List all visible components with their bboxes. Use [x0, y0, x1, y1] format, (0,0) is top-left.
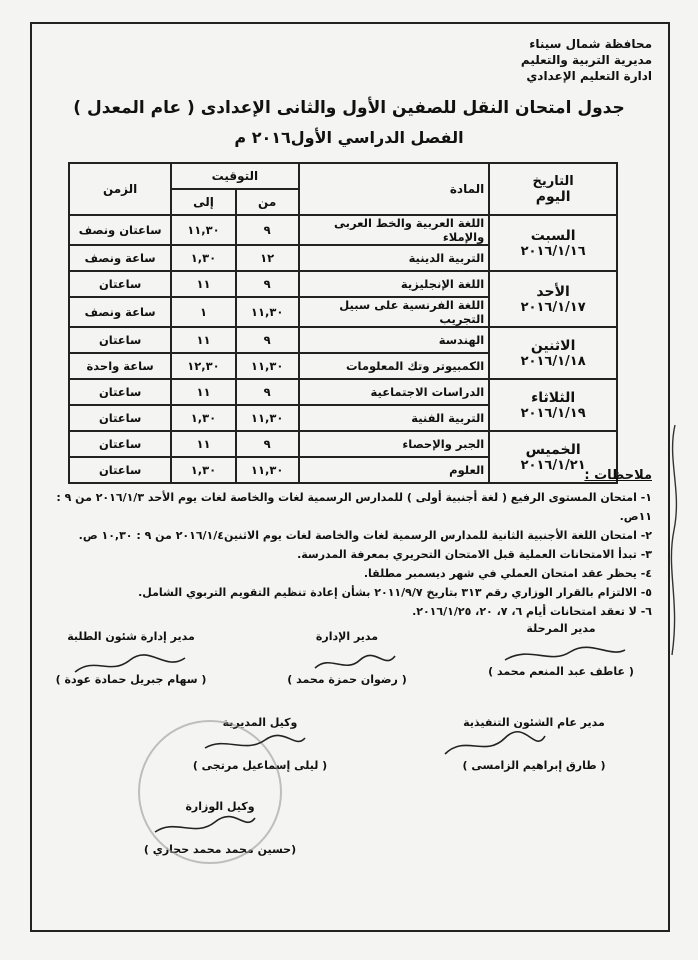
to-cell: ١١ [171, 431, 236, 457]
signature-title: مدير إدارة شئون الطلبة [67, 630, 195, 643]
signature-name: ( ليلى إسماعيل مرتجى ) [192, 759, 328, 772]
to-cell: ١١ [171, 379, 236, 405]
subject-cell: الدراسات الاجتماعية [299, 379, 490, 405]
note-item: ٢- امتحان اللغة الأجنبية الثانية للمدارس الرسمية لغات والخاصة لغات يوم الاثنين٢٠١٦/١/٤ من ٩ : ١٠,٣٠ ص. [78, 529, 652, 542]
day-name: الخميس [525, 441, 581, 458]
table-row [69, 327, 617, 353]
subject-cell: اللغة الإنجليزية [299, 271, 490, 297]
to-cell: ١,٣٠ [171, 245, 236, 271]
duration-header: الزمن [69, 163, 171, 215]
handwritten-signature [310, 650, 400, 678]
day-cell [489, 327, 617, 379]
from-cell: ١١,٣٠ [236, 353, 299, 379]
document-title: جدول امتحان النقل للصفين الأول والثانى الإعدادى ( عام المعدل ) [73, 98, 625, 118]
from-cell: ٩ [236, 271, 299, 297]
duration-cell: ساعتان [69, 271, 171, 297]
note-item: ١- امتحان المستوى الرفيع ( لغة أجنبية أولى ) للمدارس الرسمية لغات والخاصة لغات يوم الأحد ٢٠١٦/١/٣ من ٩ : ١١ص. [56, 491, 652, 523]
to-cell: ١١ [171, 271, 236, 297]
subject-cell: اللغة العربية والخط العربى والإملاء [299, 215, 490, 245]
subject-cell: التربية الدينية [299, 245, 490, 271]
day-date: ٢٠١٦/١/١٧ [520, 299, 586, 315]
signature-title: مدير الإدارة [315, 630, 379, 643]
handwritten-signature [440, 730, 550, 760]
notes-title: ملاحظات : [584, 468, 652, 483]
day-date: ٢٠١٦/١/١٨ [520, 353, 586, 369]
from-cell: ٩ [236, 431, 299, 457]
handwritten-margin-note [662, 420, 688, 660]
day-name: السبت [530, 227, 576, 244]
note-item: ٣- تبدأ الامتحانات العملية قبل الامتحان التحريري بمعرفة المدرسة. [297, 548, 652, 561]
signature-title: وكيل المديرية [222, 716, 298, 729]
governorate-line: محافظة شمال سيناء [529, 37, 652, 51]
subject-cell: التربية الفنية [299, 405, 490, 431]
duration-cell: ساعتان [69, 405, 171, 431]
signature-name: ( رضوان حمزة محمد ) [287, 673, 407, 686]
handwritten-signature [150, 812, 260, 840]
subject-cell: الكمبيوتر وتك المعلومات [299, 353, 490, 379]
notes-list [32, 488, 652, 621]
note-item: ٦- لا تعقد امتحانات أيام ٦، ٧، ٢٠، ٢٠١٦/١/٢٥. [412, 605, 652, 618]
handwritten-signature [200, 732, 310, 756]
from-cell: ٩ [236, 327, 299, 353]
duration-cell: ساعتان [69, 431, 171, 457]
duration-cell: ساعتان [69, 379, 171, 405]
from-cell: ١١,٣٠ [236, 405, 299, 431]
letterhead [521, 36, 652, 84]
handwritten-signature [70, 650, 190, 680]
day-header: اليوم [535, 188, 571, 205]
timing-header: التوقيت [171, 163, 298, 189]
table-row [69, 431, 617, 457]
table-row [69, 379, 617, 405]
date-header: التاريخ [532, 173, 574, 189]
day-date: ٢٠١٦/١/١٦ [520, 243, 586, 259]
signature-title: وكيل الوزارة [185, 800, 255, 813]
signature-name: ( طارق إبراهيم الزامسى ) [462, 759, 606, 772]
day-date: ٢٠١٦/١/١٩ [520, 405, 586, 421]
date-day-header [489, 163, 617, 215]
to-cell: ١ [171, 297, 236, 327]
directorate-line: مديرية التربية والتعليم [520, 53, 652, 67]
document-subtitle: الفصل الدراسي الأول٢٠١٦ م [234, 128, 464, 147]
day-cell [489, 271, 617, 327]
to-cell: ١,٣٠ [171, 405, 236, 431]
day-date: ٢٠١٦/١/٢١ [520, 457, 586, 473]
subject-header: المادة [299, 163, 490, 215]
duration-cell: ساعتان [69, 457, 171, 483]
from-header: من [236, 189, 299, 215]
handwritten-signature [500, 640, 630, 670]
signature-title: مدير المرحلة [526, 622, 596, 635]
day-cell [489, 379, 617, 431]
subject-cell: العلوم [299, 457, 490, 483]
duration-cell: ساعة ونصف [69, 297, 171, 327]
table-row [69, 215, 617, 245]
table-row [69, 271, 617, 297]
duration-cell: ساعتان ونصف [69, 215, 171, 245]
duration-cell: ساعتان [69, 327, 171, 353]
signature-name: (حسين محمد محمد حجازي ) [143, 843, 297, 856]
from-cell: ٩ [236, 215, 299, 245]
signature-name: ( عاطف عبد المنعم محمد ) [488, 665, 634, 678]
day-name: الأحد [536, 283, 570, 300]
to-cell: ١١,٣٠ [171, 215, 236, 245]
day-cell [489, 215, 617, 271]
to-cell: ١١ [171, 327, 236, 353]
day-name: الاثنين [530, 337, 576, 354]
to-cell: ١,٣٠ [171, 457, 236, 483]
duration-cell: ساعة ونصف [69, 245, 171, 271]
subject-cell: الجبر والإحصاء [299, 431, 490, 457]
from-cell: ١٢ [236, 245, 299, 271]
signature-title: مدير عام الشئون التنفيذية [463, 716, 605, 729]
to-header: إلى [171, 189, 236, 215]
note-item: ٥- الالتزام بالقرار الوزاري رقم ٣١٣ بتاريخ ٢٠١١/٩/٧ بشأن إعادة تنظيم التقويم التربوي الشامل. [138, 586, 652, 599]
subject-cell: اللغة الفرنسية على سبيل التجريب [299, 297, 490, 327]
subject-cell: الهندسة [299, 327, 490, 353]
duration-cell: ساعة واحدة [69, 353, 171, 379]
from-cell: ٩ [236, 379, 299, 405]
from-cell: ١١,٣٠ [236, 457, 299, 483]
exam-schedule-table [68, 162, 618, 484]
note-item: ٤- يحظر عقد امتحان العملي في شهر ديسمبر مطلقا. [363, 567, 652, 580]
signature-name: ( سهام جبريل حمادة عودة ) [55, 673, 207, 686]
to-cell: ١٢,٣٠ [171, 353, 236, 379]
day-name: الثلاثاء [531, 389, 576, 406]
department-line: ادارة التعليم الإعدادي [526, 69, 652, 83]
from-cell: ١١,٣٠ [236, 297, 299, 327]
